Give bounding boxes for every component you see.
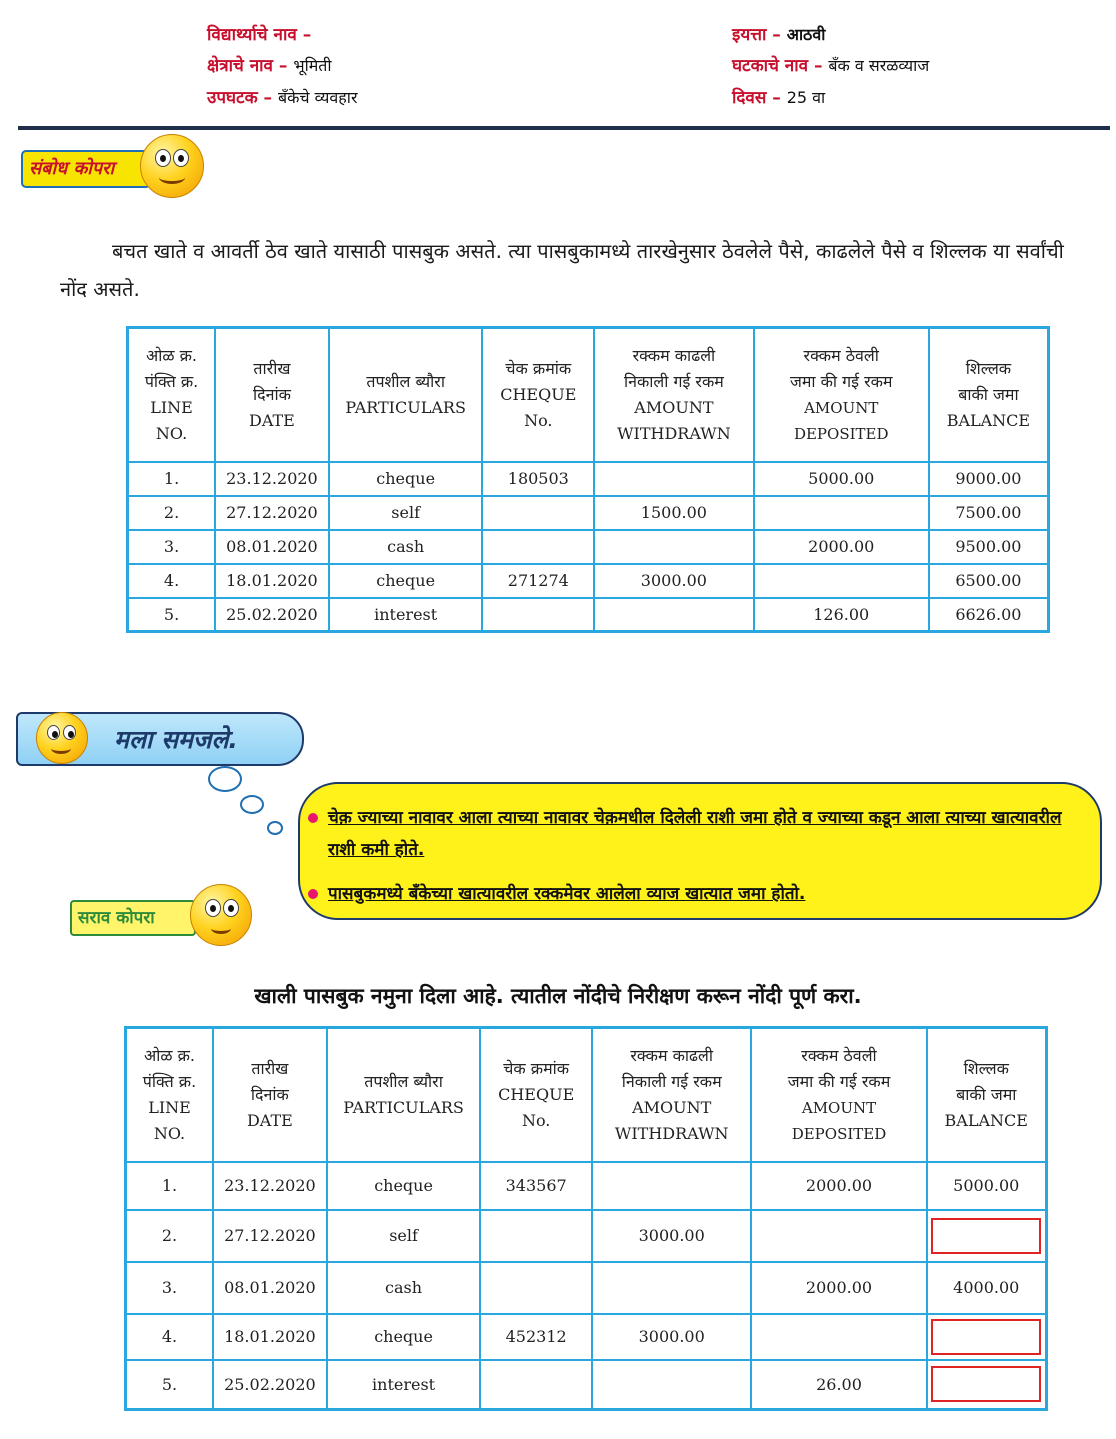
cell-particulars: cheque <box>329 462 483 496</box>
practice-instruction: खाली पासबुक नमुना दिला आहे. त्यातील नोंदीचे निरीक्षण करून नोंदी पूर्ण करा. <box>254 984 862 1008</box>
cell-deposited: 26.00 <box>751 1360 926 1410</box>
cell-date: 23.12.2020 <box>215 462 329 496</box>
table-row <box>128 564 1049 598</box>
col-cheque-header: चेक क्रमांक CHEQUE No. <box>480 1028 592 1162</box>
cell-deposited: 2000.00 <box>754 530 929 564</box>
cell-particulars: cheque <box>329 564 483 598</box>
cell-balance: 4000.00 <box>927 1262 1047 1314</box>
cell-balance: 6626.00 <box>929 598 1049 632</box>
table-row <box>126 1314 1047 1360</box>
thought-bubble-icon <box>267 821 283 835</box>
cell-balance: 5000.00 <box>927 1162 1047 1210</box>
col-line-header: ओळ क्र. पंक्ति क्र. LINE NO. <box>126 1028 214 1162</box>
col-withdrawn-header: रक्कम काढली निकाली गई रकम AMOUNT WITHDRAWN <box>594 328 754 462</box>
col-balance-header: शिल्लक बाकी जमा BALANCE <box>927 1028 1047 1162</box>
cell-withdrawn <box>592 1262 751 1314</box>
student-name-label: विद्यार्थ्याचे नाव – <box>207 25 312 45</box>
understood-point-1: चेक़ ज्याच्या नावावर आला त्याच्या नावावर चेक़मधील दिलेली राशी जमा होते व ज्याच्या कडून आला त्याच्या खात्यावरील राशी कमी होते. <box>328 802 1068 866</box>
cell-balance: 6500.00 <box>929 564 1049 598</box>
cell-withdrawn <box>592 1360 751 1410</box>
cell-date: 18.01.2020 <box>215 564 329 598</box>
cell-cheque <box>480 1210 592 1262</box>
cell-deposited: 5000.00 <box>754 462 929 496</box>
cell-cheque <box>482 598 594 632</box>
cell-line-no: 3. <box>126 1262 214 1314</box>
cell-particulars: cash <box>329 530 483 564</box>
table-row <box>128 496 1049 530</box>
cell-cheque <box>482 530 594 564</box>
col-particulars-header: तपशील ब्यौरा PARTICULARS <box>329 328 483 462</box>
cell-date: 25.02.2020 <box>215 598 329 632</box>
col-withdrawn-header: रक्कम काढली निकाली गई रकम AMOUNT WITHDRAWN <box>592 1028 751 1162</box>
cell-balance: 7500.00 <box>929 496 1049 530</box>
unit-name: घटकाचे नाव – बँक व सरळव्याज <box>732 56 930 76</box>
col-date-header: तारीख दिनांक DATE <box>215 328 329 462</box>
col-deposited-header: रक्कम ठेवली जमा की गई रकम AMOUNT DEPOSITED <box>754 328 929 462</box>
cell-deposited: 2000.00 <box>751 1162 926 1210</box>
cell-withdrawn: 3000.00 <box>592 1314 751 1360</box>
balance-answer-box[interactable] <box>931 1319 1041 1355</box>
table-row <box>126 1360 1047 1410</box>
cell-particulars: interest <box>329 598 483 632</box>
cell-withdrawn: 1500.00 <box>594 496 754 530</box>
smiley-icon <box>140 134 204 198</box>
cell-withdrawn: 3000.00 <box>594 564 754 598</box>
cell-particulars: cheque <box>327 1162 481 1210</box>
subunit-name: उपघटक – बँकेचे व्यवहार <box>207 88 358 108</box>
bullet-icon <box>308 889 318 899</box>
table-row <box>128 462 1049 496</box>
cell-deposited <box>751 1210 926 1262</box>
understood-point-2: पासबुकमध्ये बँकेच्या खात्यावरील रक्कमेवर आलेला व्याज खात्यात जमा होतो. <box>328 878 1068 910</box>
header-divider <box>18 126 1110 130</box>
cell-date: 08.01.2020 <box>213 1262 327 1314</box>
table-row <box>126 1262 1047 1314</box>
table-header-row <box>126 1028 1047 1162</box>
col-date-header: तारीख दिनांक DATE <box>213 1028 327 1162</box>
cell-cheque: 452312 <box>480 1314 592 1360</box>
cell-cheque <box>480 1360 592 1410</box>
cell-deposited: 2000.00 <box>751 1262 926 1314</box>
cell-date: 27.12.2020 <box>215 496 329 530</box>
understood-tag: मला समजले. <box>16 712 304 766</box>
cell-deposited <box>754 564 929 598</box>
cell-deposited: 126.00 <box>754 598 929 632</box>
thumbs-up-smiley-icon <box>36 712 88 764</box>
bullet-icon <box>308 813 318 823</box>
cell-balance <box>927 1360 1047 1410</box>
cell-cheque: 343567 <box>480 1162 592 1210</box>
cell-line-no: 4. <box>128 564 216 598</box>
cell-line-no: 1. <box>126 1162 214 1210</box>
cell-withdrawn <box>594 462 754 496</box>
cell-withdrawn: 3000.00 <box>592 1210 751 1262</box>
passbook-table-example <box>126 326 1050 633</box>
table-header-row <box>128 328 1049 462</box>
cell-line-no: 1. <box>128 462 216 496</box>
cell-particulars: interest <box>327 1360 481 1410</box>
cell-date: 18.01.2020 <box>213 1314 327 1360</box>
col-cheque-header: चेक क्रमांक CHEQUE No. <box>482 328 594 462</box>
cell-withdrawn <box>592 1162 751 1210</box>
cell-line-no: 5. <box>128 598 216 632</box>
balance-answer-box[interactable] <box>931 1366 1041 1402</box>
table-row <box>126 1162 1047 1210</box>
cell-particulars: cheque <box>327 1314 481 1360</box>
day-number: दिवस – 25 वा <box>732 88 826 108</box>
cell-withdrawn <box>594 598 754 632</box>
cell-line-no: 2. <box>128 496 216 530</box>
class-name: इयत्ता – आठवी <box>732 25 826 45</box>
cell-cheque: 271274 <box>482 564 594 598</box>
field-name: क्षेत्राचे नाव – भूमिती <box>207 56 332 76</box>
cell-line-no: 4. <box>126 1314 214 1360</box>
cell-particulars: self <box>327 1210 481 1262</box>
cell-date: 08.01.2020 <box>215 530 329 564</box>
table-row <box>128 598 1049 632</box>
cell-balance <box>927 1314 1047 1360</box>
cell-particulars: cash <box>327 1262 481 1314</box>
cell-cheque <box>480 1262 592 1314</box>
cell-line-no: 2. <box>126 1210 214 1262</box>
cell-withdrawn <box>594 530 754 564</box>
understood-note-box <box>298 782 1102 920</box>
thought-bubble-icon <box>240 795 264 814</box>
table-row <box>128 530 1049 564</box>
cell-deposited <box>754 496 929 530</box>
balance-answer-box[interactable] <box>931 1218 1041 1254</box>
col-line-header: ओळ क्र. पंक्ति क्र. LINE NO. <box>128 328 216 462</box>
concept-corner-tag: संबोध कोपरा <box>21 150 151 188</box>
cell-date: 25.02.2020 <box>213 1360 327 1410</box>
col-deposited-header: रक्कम ठेवली जमा की गई रकम AMOUNT DEPOSITED <box>751 1028 926 1162</box>
cell-deposited <box>751 1314 926 1360</box>
cell-date: 27.12.2020 <box>213 1210 327 1262</box>
cell-line-no: 3. <box>128 530 216 564</box>
cell-particulars: self <box>329 496 483 530</box>
cell-cheque <box>482 496 594 530</box>
practice-corner-tag: सराव कोपरा <box>70 900 196 936</box>
cell-date: 23.12.2020 <box>213 1162 327 1210</box>
col-balance-header: शिल्लक बाकी जमा BALANCE <box>929 328 1049 462</box>
cell-cheque: 180503 <box>482 462 594 496</box>
cell-line-no: 5. <box>126 1360 214 1410</box>
passbook-table-practice <box>124 1026 1048 1411</box>
cell-balance: 9000.00 <box>929 462 1049 496</box>
thinking-smiley-icon <box>190 884 252 946</box>
concept-paragraph: बचत खाते व आवर्ती ठेव खाते यासाठी पासबुक असते. त्या पासबुकामध्ये तारखेनुसार ठेवलेले पैसे, काढलेले पैसे व शिल्लक या सर्वांची नोंद असते. <box>60 239 1064 301</box>
cell-balance <box>927 1210 1047 1262</box>
table-row <box>126 1210 1047 1262</box>
cell-balance: 9500.00 <box>929 530 1049 564</box>
thought-bubble-icon <box>208 766 242 792</box>
col-particulars-header: तपशील ब्यौरा PARTICULARS <box>327 1028 481 1162</box>
